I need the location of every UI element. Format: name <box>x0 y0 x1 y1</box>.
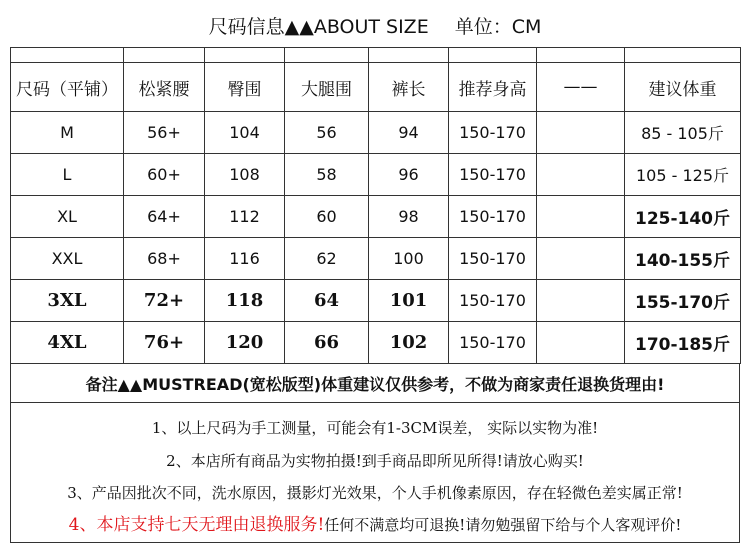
cell-hip: 118 <box>205 280 285 322</box>
cell-height: 150-170 <box>449 154 537 196</box>
cell-size: 3XL <box>11 280 124 322</box>
cell-thigh: 60 <box>285 196 369 238</box>
cell-size: L <box>11 154 124 196</box>
notes-box <box>10 363 740 543</box>
cell-waist: 72+ <box>124 280 205 322</box>
table-row <box>11 154 741 196</box>
note-line-4 <box>11 510 739 535</box>
table-row <box>11 322 741 364</box>
spacer-row <box>11 48 741 63</box>
table-row <box>11 112 741 154</box>
col-dash: —— <box>537 63 625 112</box>
col-length: 裤长 <box>369 63 449 112</box>
cell-size: XXL <box>11 238 124 280</box>
size-table <box>10 47 741 364</box>
cell-height: 150-170 <box>449 322 537 364</box>
cell-thigh: 58 <box>285 154 369 196</box>
cell-size: 4XL <box>11 322 124 364</box>
cell-empty <box>537 196 625 238</box>
cell-weight: 170-185斤 <box>625 322 741 364</box>
table-row <box>11 238 741 280</box>
cell-length: 98 <box>369 196 449 238</box>
cell-empty <box>537 322 625 364</box>
cell-hip: 116 <box>205 238 285 280</box>
cell-length: 94 <box>369 112 449 154</box>
unit-label: 单位：CM <box>454 16 542 38</box>
table-row <box>11 280 741 322</box>
cell-height: 150-170 <box>449 112 537 154</box>
cell-weight: 155-170斤 <box>625 280 741 322</box>
cell-weight: 85 - 105斤 <box>625 112 741 154</box>
cell-height: 150-170 <box>449 196 537 238</box>
cell-thigh: 62 <box>285 238 369 280</box>
col-weight: 建议体重 <box>625 63 741 112</box>
cell-height: 150-170 <box>449 238 537 280</box>
cell-waist: 56+ <box>124 112 205 154</box>
page-title <box>0 14 750 40</box>
col-waist: 松紧腰 <box>124 63 205 112</box>
cell-empty <box>537 112 625 154</box>
cell-length: 100 <box>369 238 449 280</box>
cell-empty <box>537 154 625 196</box>
col-hip: 臀围 <box>205 63 285 112</box>
cell-waist: 68+ <box>124 238 205 280</box>
note-line-4-text: 任何不满意均可退换!请勿勉强留下给与个人客观评价! <box>324 516 682 534</box>
cell-waist: 60+ <box>124 154 205 196</box>
cell-weight: 140-155斤 <box>625 238 741 280</box>
cell-hip: 112 <box>205 196 285 238</box>
cell-hip: 104 <box>205 112 285 154</box>
cell-size: M <box>11 112 124 154</box>
col-height: 推荐身高 <box>449 63 537 112</box>
col-thigh: 大腿围 <box>285 63 369 112</box>
cell-size: XL <box>11 196 124 238</box>
note-line-3: 3、产品因批次不同，洗水原因，摄影灯光效果，个人手机像素原因，存在轻微色差实属正常! <box>67 484 683 502</box>
cell-waist: 64+ <box>124 196 205 238</box>
cell-hip: 108 <box>205 154 285 196</box>
cell-waist: 76+ <box>124 322 205 364</box>
note-line-2: 2、本店所有商品为实物拍摄!到手商品即所见所得!请放心购买! <box>166 452 584 470</box>
divider <box>11 402 739 403</box>
cell-thigh: 64 <box>285 280 369 322</box>
cell-length: 101 <box>369 280 449 322</box>
notes-headline: 备注▲▲MUSTREAD(宽松版型)体重建议仅供参考，不做为商家责任退换货理由! <box>85 375 665 394</box>
cell-height: 150-170 <box>449 280 537 322</box>
header-row <box>11 63 741 112</box>
note-line-1: 1、以上尺码为手工测量，可能会有1-3CM误差， 实际以实物为准! <box>151 419 599 437</box>
cell-hip: 120 <box>205 322 285 364</box>
cell-empty <box>537 280 625 322</box>
cell-length: 96 <box>369 154 449 196</box>
cell-thigh: 66 <box>285 322 369 364</box>
size-title: 尺码信息▲▲ABOUT SIZE <box>208 16 429 38</box>
cell-empty <box>537 238 625 280</box>
col-size: 尺码（平铺） <box>11 63 124 112</box>
cell-weight: 105 - 125斤 <box>625 154 741 196</box>
cell-thigh: 56 <box>285 112 369 154</box>
table-row <box>11 196 741 238</box>
cell-weight: 125-140斤 <box>625 196 741 238</box>
note-line-4-highlight: 4、本店支持七天无理由退换服务! <box>68 515 325 535</box>
cell-length: 102 <box>369 322 449 364</box>
